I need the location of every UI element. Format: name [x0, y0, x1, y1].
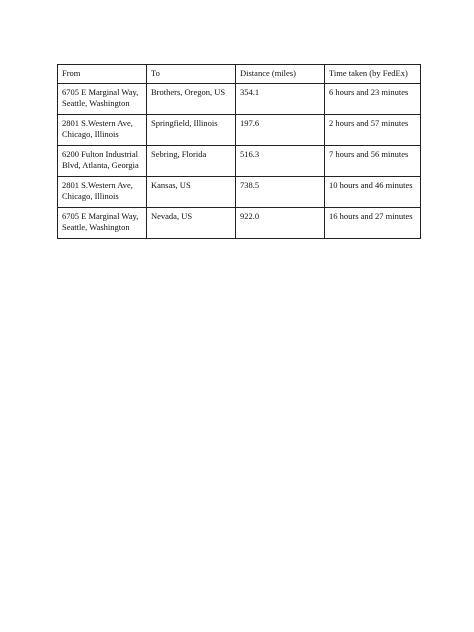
from-line: 2801 S.Western Ave,	[62, 118, 133, 128]
cell-distance: 516.3	[236, 146, 325, 177]
from-line: 6705 E Marginal Way,	[62, 87, 139, 97]
from-line: 6200 Fulton Industrial	[62, 149, 139, 159]
cell-to: Brothers, Oregon, US	[147, 84, 236, 115]
table-row	[58, 177, 421, 208]
cell-time: 2 hours and 57 minutes	[325, 115, 421, 146]
cell-to: Springfield, Illinois	[147, 115, 236, 146]
from-line: Chicago, Illinois	[62, 129, 119, 139]
shipping-table	[57, 64, 421, 239]
from-line: Blvd, Atlanta, Georgia	[62, 160, 139, 170]
header-from: From	[58, 65, 147, 84]
from-line: Seattle, Washington	[62, 222, 130, 232]
cell-time: 7 hours and 56 minutes	[325, 146, 421, 177]
cell-from	[58, 177, 147, 208]
from-line: 6705 E Marginal Way,	[62, 211, 139, 221]
cell-time: 16 hours and 27 minutes	[325, 208, 421, 239]
cell-to: Sebring, Florida	[147, 146, 236, 177]
from-line: Chicago, Illinois	[62, 191, 119, 201]
cell-from	[58, 208, 147, 239]
cell-to: Nevada, US	[147, 208, 236, 239]
cell-from	[58, 146, 147, 177]
cell-from	[58, 84, 147, 115]
from-line: Seattle, Washington	[62, 98, 130, 108]
cell-distance: 197.6	[236, 115, 325, 146]
cell-distance: 354.1	[236, 84, 325, 115]
cell-distance: 738.5	[236, 177, 325, 208]
table-row	[58, 146, 421, 177]
header-time: Time taken (by FedEx)	[325, 65, 421, 84]
cell-from	[58, 115, 147, 146]
cell-time: 6 hours and 23 minutes	[325, 84, 421, 115]
table-row	[58, 84, 421, 115]
table-row	[58, 208, 421, 239]
cell-to: Kansas, US	[147, 177, 236, 208]
cell-distance: 922.0	[236, 208, 325, 239]
header-to: To	[147, 65, 236, 84]
cell-time: 10 hours and 46 minutes	[325, 177, 421, 208]
table-header-row	[58, 65, 421, 84]
table-row	[58, 115, 421, 146]
from-line: 2801 S.Western Ave,	[62, 180, 133, 190]
header-distance: Distance (miles)	[236, 65, 325, 84]
